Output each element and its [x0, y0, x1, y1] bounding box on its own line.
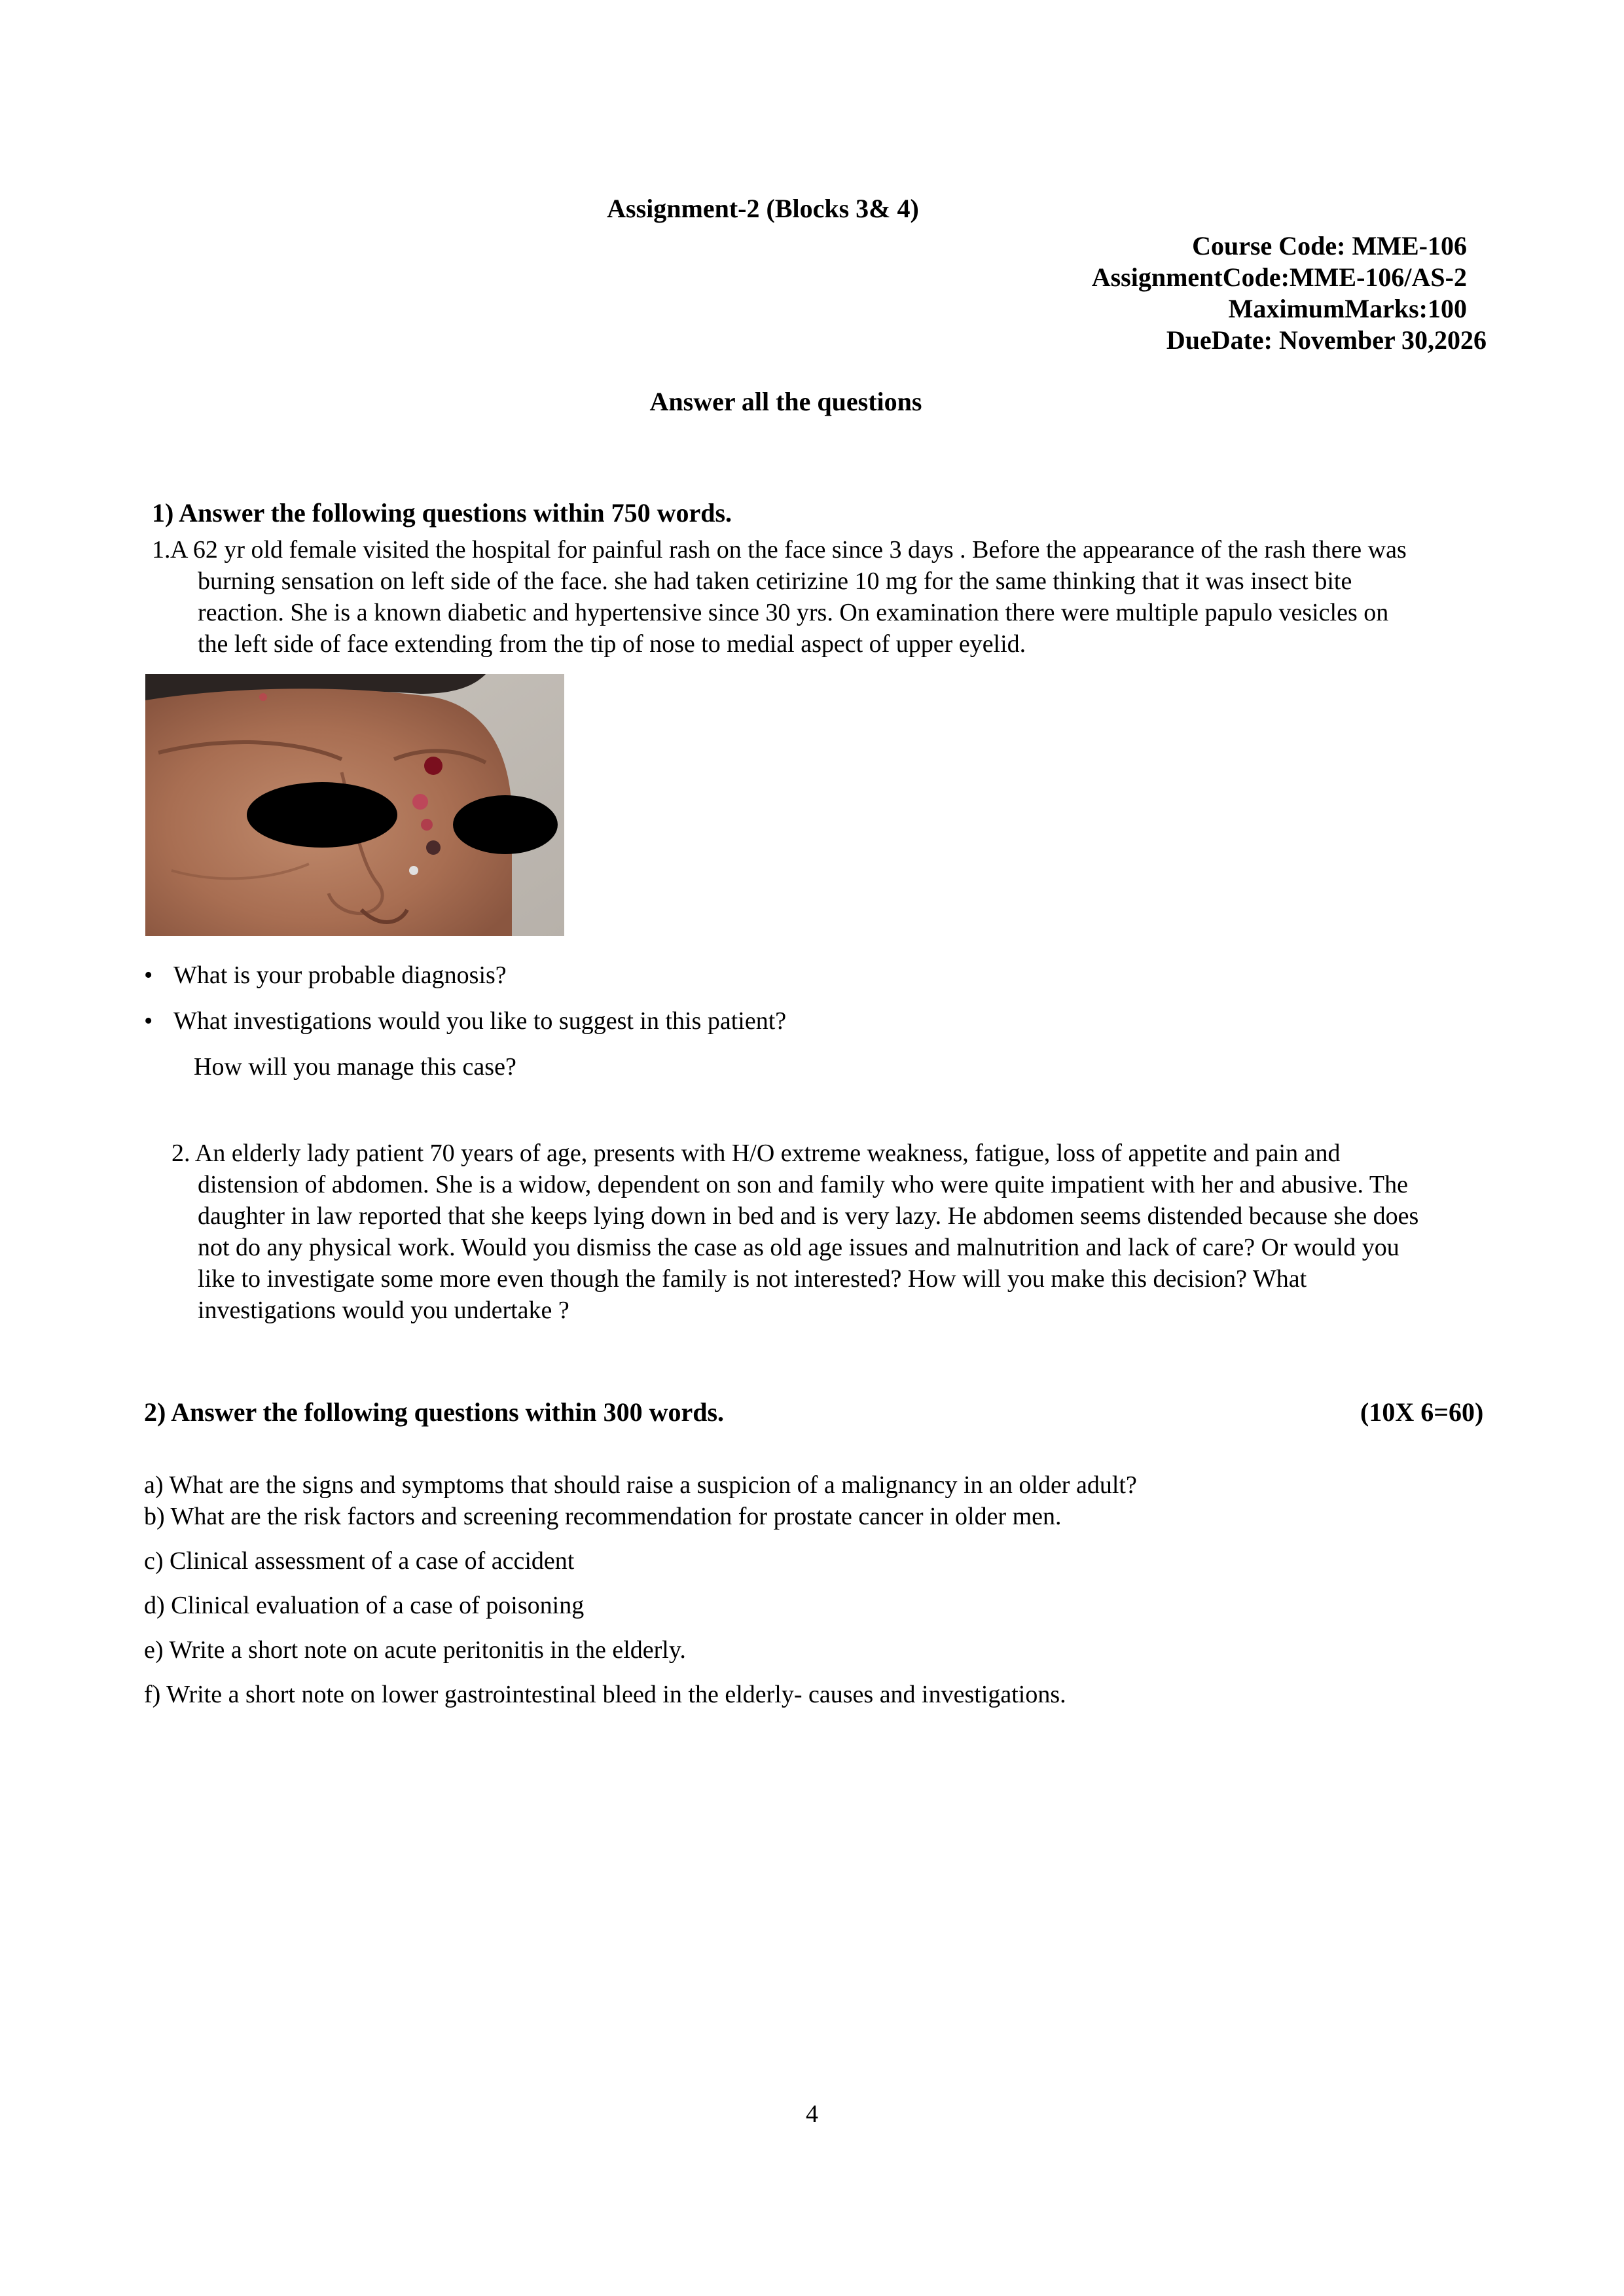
patient-face-photo: [145, 674, 564, 936]
question-1-bullet: [144, 961, 507, 990]
question-2-line-text: An elderly lady patient 70 years of age, presents with H/O extreme weakness, fatigue, loss of appetite and pain and: [194, 1139, 1341, 1167]
question-1-line: burning sensation on left side of the face. she had taken cetirizine 10 mg for the same thinking that it was insect bite: [198, 567, 1352, 595]
list-item: b) What are the risk factors and screening recommendation for prostate cancer in older men.: [144, 1503, 1062, 1530]
question-2-line: investigations would you undertake ?: [198, 1297, 569, 1324]
bullet-icon: •: [144, 961, 153, 989]
section2-list: [144, 1469, 1137, 1710]
assignment-title: Assignment-2 (Blocks 3& 4): [607, 194, 919, 223]
instruction: Answer all the questions: [649, 387, 922, 416]
question-1-number: 1.: [152, 536, 171, 564]
due-date: DueDate: November 30,2026: [1166, 325, 1487, 355]
maximum-marks: MaximumMarks:100: [1228, 294, 1467, 323]
assignment-code: AssignmentCode:MME-106/AS-2: [1091, 262, 1467, 292]
list-item: a) What are the signs and symptoms that should raise a suspicion of a malignancy in an older adult?: [144, 1471, 1137, 1499]
bullet-text: What investigations would you like to suggest in this patient?: [173, 1007, 787, 1035]
question-1-line: A 62 yr old female visited the hospital for painful rash on the face since 3 days . Before the appearance of the rash there was: [170, 536, 1407, 564]
question-2-line: daughter in law reported that she keeps lying down in bed and is very lazy. He abdomen seems distended because she does: [198, 1202, 1419, 1230]
question-2-line: like to investigate some more even though the family is not interested? How will you make this decision? What: [198, 1265, 1307, 1293]
bullet-text: What is your probable diagnosis?: [173, 961, 507, 989]
list-item: f) Write a short note on lower gastrointestinal bleed in the elderly- causes and investigations.: [144, 1681, 1066, 1708]
section2-heading: 2) Answer the following questions within 300 words.: [144, 1397, 725, 1427]
question-1-line: reaction. She is a known diabetic and hypertensive since 30 yrs. On examination there were multiple papulo vesicles on: [198, 599, 1389, 626]
question-1-extra: How will you manage this case?: [194, 1053, 516, 1081]
assignment-meta: [1091, 230, 1487, 356]
question-1-bullet: [144, 1007, 786, 1035]
list-item: d) Clinical evaluation of a case of poisoning: [144, 1592, 585, 1619]
section1-heading: 1) Answer the following questions within 750 words.: [152, 498, 732, 528]
course-code: Course Code: MME-106: [1192, 231, 1467, 260]
list-item: c) Clinical assessment of a case of accident: [144, 1547, 575, 1575]
patient-face-illustration: [145, 674, 564, 936]
question-2-number: 2.: [171, 1139, 190, 1167]
question-2: [171, 1138, 1559, 1326]
section2-marks: (10X 6=60): [1360, 1397, 1484, 1427]
question-2-line: not do any physical work. Would you dismiss the case as old age issues and malnutrition and lack of care? Or would you: [198, 1234, 1399, 1261]
list-item: e) Write a short note on acute peritonitis in the elderly.: [144, 1636, 686, 1664]
page-number: 4: [806, 2100, 818, 2128]
bullet-icon: •: [144, 1007, 153, 1035]
question-1-line: the left side of face extending from the tip of nose to medial aspect of upper eyelid.: [198, 630, 1026, 658]
question-2-line: distension of abdomen. She is a widow, dependent on son and family who were quite impatient with her and abusive. The: [198, 1171, 1408, 1198]
question-2-line: [171, 1138, 1559, 1169]
question-1: [152, 534, 1540, 660]
